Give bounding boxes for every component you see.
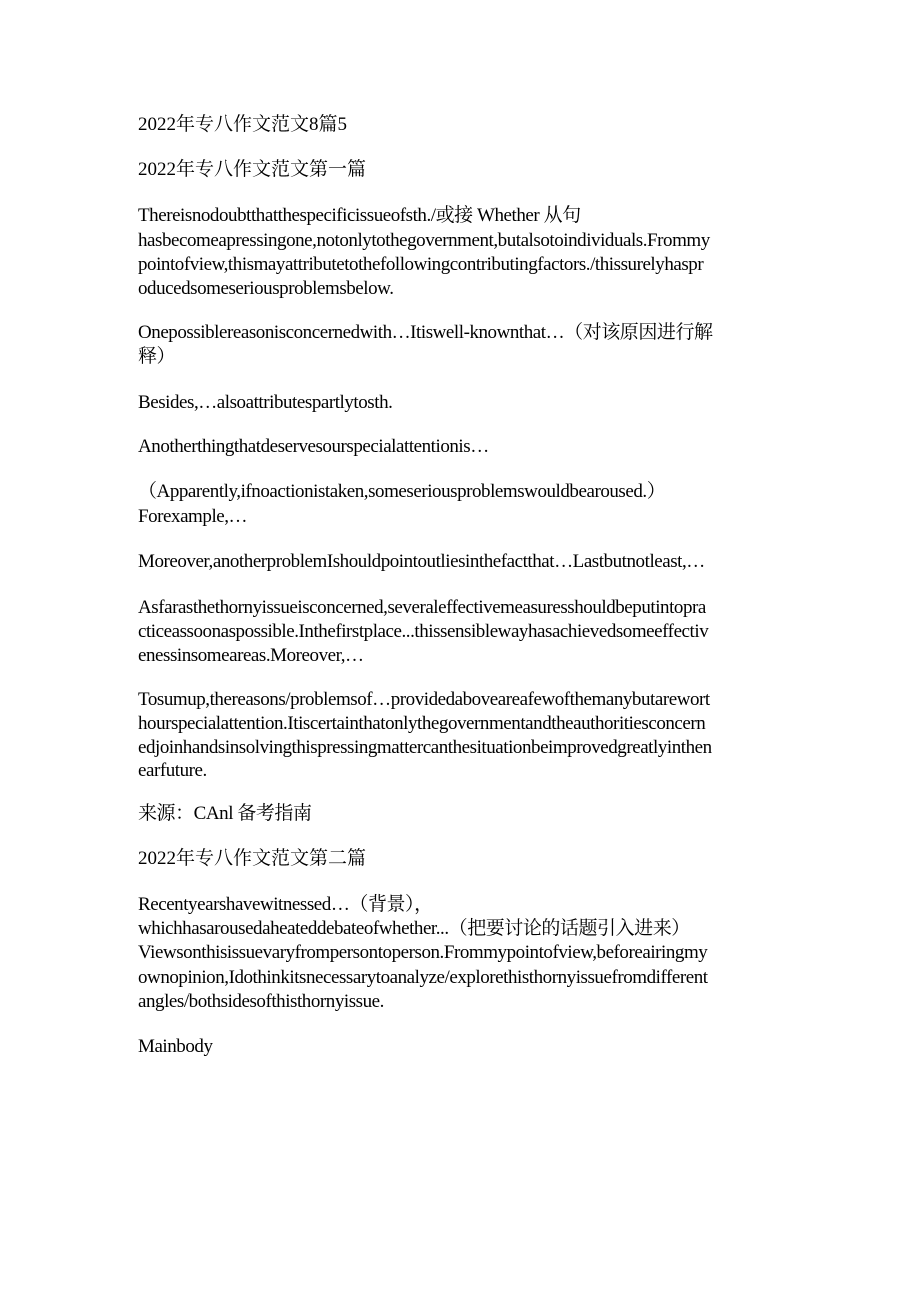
- section-1-heading: 2022年专八作文范文第一篇: [138, 159, 367, 180]
- paragraph-text-line: enessinsomeareas.Moreover,…: [138, 645, 364, 666]
- section-2-heading: 2022年专八作文范文第二篇: [138, 848, 367, 869]
- paragraph-text-line: Besides,…alsoattributespartlytosth.: [138, 392, 393, 413]
- paragraph-text-line: ownopinion,Idothinkitsnecessarytoanalyze/explorethisthornyissuefromdifferent: [138, 967, 708, 988]
- paragraph-text-line: cticeassoonaspossible.Inthefirstplace...thissensiblewayhasachievedsomeeffectiv: [138, 621, 709, 642]
- paragraph-text-line: hasbecomeapressingone,notonlytothegovernment,butalsotoindividuals.Frommy: [138, 230, 710, 251]
- paragraph-text-line: Thereisnodoubtthatthespecificissueofsth./或接 Whether 从句: [138, 205, 581, 226]
- paragraph-text-line: （Apparently,ifnoactionistaken,someseriousproblemswouldbearoused.）: [138, 481, 666, 502]
- paragraph-text-line: whichhasarousedaheateddebateofwhether...（把要讨论的话题引入进来）: [138, 918, 690, 939]
- paragraph-text-line: Forexample,…: [138, 506, 248, 527]
- paragraph-text-line: pointofview,thismayattributetothefollowingcontributingfactors./thissurelyhaspr: [138, 254, 704, 275]
- document-title: 2022年专八作文范文8篇5: [138, 114, 348, 135]
- paragraph-text-line: Viewsonthisissuevaryfrompersontoperson.Frommypointofview,beforeairingmy: [138, 942, 708, 963]
- paragraph-text-line: Tosumup,thereasons/problemsof…providedaboveareafewofthemanybutarewort: [138, 689, 710, 710]
- paragraph-text-line: hourspecialattention.Itiscertainthatonlythegovernmentandtheauthoritiesconcern: [138, 713, 706, 734]
- source-line: 来源：CAnl 备考指南: [138, 803, 312, 824]
- paragraph-text-line: Onepossiblereasonisconcernedwith…Itiswell-knownthat…（对该原因进行解: [138, 322, 713, 343]
- paragraph-text-line: Recentyearshavewitnessed…（背景），: [138, 894, 433, 915]
- paragraph-text-line: angles/bothsidesofthisthornyissue.: [138, 991, 384, 1012]
- paragraph-text-line: earfuture.: [138, 760, 207, 781]
- paragraph-text-line: Mainbody: [138, 1036, 213, 1057]
- paragraph-text-line: edjoinhandsinsolvingthispressingmattercanthesituationbeimprovedgreatlyinthen: [138, 737, 712, 758]
- paragraph-text-line: Asfarasthethornyissueisconcerned,severaleffectivemeasuresshouldbeputintopra: [138, 597, 706, 618]
- paragraph-text-line: oducedsomeseriousproblemsbelow.: [138, 278, 394, 299]
- paragraph-text-line: 释）: [138, 346, 176, 367]
- paragraph-text-line: Moreover,anotherproblemIshouldpointoutliesinthefactthat…Lastbutnotleast,…: [138, 551, 705, 572]
- paragraph-text-line: Anotherthingthatdeservesourspecialattentionis…: [138, 436, 489, 457]
